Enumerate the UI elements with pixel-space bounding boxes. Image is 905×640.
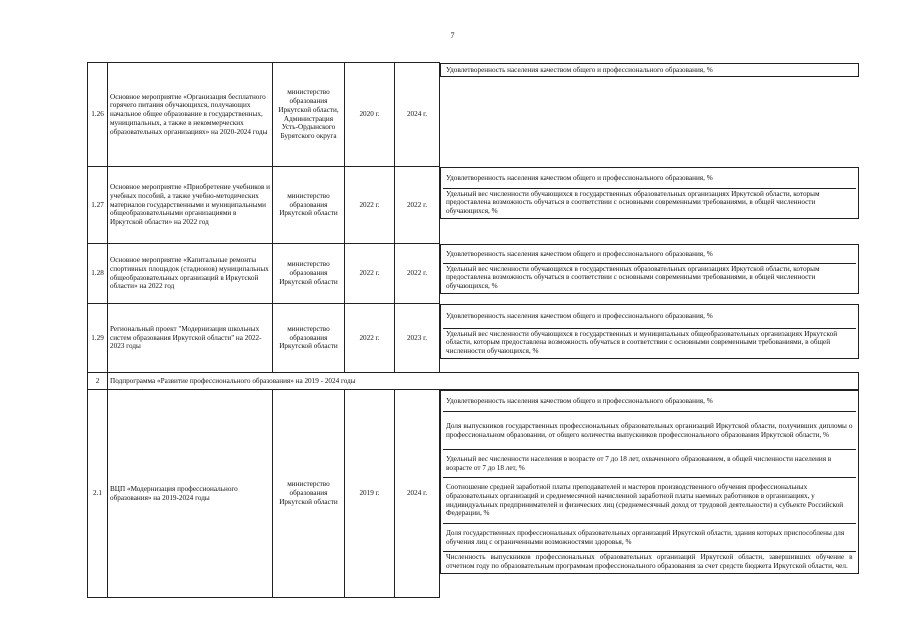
- table-row: [88, 167, 859, 244]
- indicator: Удельный вес численности обучающихся в государственных и муниципальных общеобразовательных организациях Иркутской области, которым предоставлена возможность обучаться в соответствии с основными современными требованиями, в общей численности обучающихся, %: [443, 328, 856, 357]
- indicators-cell: [440, 304, 859, 359]
- start-year: 2022 г.: [345, 244, 395, 304]
- row-number: 1.26: [88, 63, 108, 167]
- indicator: Удовлетворенность населения качеством общего и профессионального образования, %: [446, 397, 713, 406]
- indicator: Соотношение средней заработной платы преподавателей и мастеров производственного обучения профессиональных образовательных организаций и среднемесячной начисленной заработной платы наемных работников в организациях, у индивидуальных предпринимателей и физических лиц (среднемесячный доход от трудовой деятельности) в субъекте Российской Федерации, %: [443, 477, 856, 523]
- table-row: [88, 390, 859, 598]
- table-row: [88, 304, 859, 373]
- table-row: [88, 63, 859, 167]
- indicator: Удовлетворенность населения качеством общего и профессионального образования, %: [446, 65, 713, 74]
- indicator: Удельный вес численности обучающихся в государственных образовательных организациях Иркутской области, которым предоставлена возможность обучаться в соответствии с основными современными требованиями, в общей численности обучающихся, %: [443, 263, 856, 292]
- indicators-cell: [440, 63, 859, 78]
- table-row: [88, 244, 859, 304]
- end-year: 2024 г.: [395, 63, 440, 167]
- row-number: 2.1: [88, 390, 108, 598]
- row-number: 1.29: [88, 304, 108, 373]
- start-year: 2020 г.: [345, 63, 395, 167]
- subprogram-row: [88, 373, 859, 390]
- activity-name: Региональный проект "Модернизация школьных систем образования Иркутской области" на 2022-2023 годы: [108, 304, 273, 373]
- start-year: 2022 г.: [345, 167, 395, 244]
- indicators-cell: [440, 390, 859, 574]
- activity-name: Основное мероприятие «Приобретение учебников и учебных пособий, а также учебно-методических материалов государственными и муниципальными общеобразовательными организациями в Иркутской области» на 2022 год: [108, 167, 273, 244]
- executor: министерство образования Иркутской области: [273, 390, 345, 598]
- indicator: Удельный вес численности обучающихся в государственных образовательных организациях Иркутской области, которым предоставлена возможность обучаться в соответствии с основными современными требованиями, в общей численности обучающихся, %: [443, 188, 856, 217]
- indicator: Численность выпускников профессиональных образовательных организаций Иркутской области, завершивших обучение в отчетном году по образовательным программам профессионального образования за счет средств бюджета Иркутской области, чел.: [443, 551, 856, 572]
- executor: министерство образования Иркутской области: [273, 244, 345, 304]
- end-year: 2022 г.: [395, 244, 440, 304]
- indicator: Доля выпускников государственных профессиональных образовательных организаций Иркутской области, получивших дипломы о профессиональном образовании, от общего количества выпускников профессионального образования Иркутской области, %: [443, 411, 856, 449]
- subprogram-number: 2: [88, 373, 108, 390]
- program-table: [87, 62, 859, 598]
- activity-name: ВЦП «Модернизация профессионального образования» на 2019-2024 годы: [108, 390, 273, 598]
- indicators-cell: [440, 244, 859, 294]
- end-year: 2023 г.: [395, 304, 440, 373]
- indicator: Удельный вес численности населения в возрасте от 7 до 18 лет, охваченного образованием, в общей численности населения в возрасте от 7 до 18 лет, %: [443, 449, 856, 477]
- start-year: 2019 г.: [345, 390, 395, 598]
- row-number: 1.28: [88, 244, 108, 304]
- indicator: Доля государственных профессиональных образовательных организаций Иркутской области, здания которых приспособлены для обучения лиц с ограниченными возможностями здоровья, %: [443, 523, 856, 551]
- indicator: Удовлетворенность населения качеством общего и профессионального образования, %: [446, 173, 713, 182]
- indicator: Удовлетворенность населения качеством общего и профессионального образования, %: [446, 249, 713, 258]
- page-number: 7: [450, 31, 455, 40]
- indicator: Удовлетворенность населения качеством общего и профессионального образования, %: [446, 312, 713, 321]
- end-year: 2022 г.: [395, 167, 440, 244]
- indicators-cell: [440, 167, 859, 219]
- subprogram-title: Подпрограмма «Развитие профессионального образования» на 2019 - 2024 годы: [108, 373, 859, 390]
- start-year: 2022 г.: [345, 304, 395, 373]
- activity-name: Основное мероприятие «Капитальные ремонты спортивных площадок (стадионов) муниципальных общеобразовательных организаций в Иркутской области» на 2022 год: [108, 244, 273, 304]
- row-number: 1.27: [88, 167, 108, 244]
- executor: министерство образования Иркутской области: [273, 304, 345, 373]
- activity-name: Основное мероприятие «Организация бесплатного горячего питания обучающихся, получающих начальное общее образование в государственных, муниципальных, а также в некоммерческих образовательных организациях» на 2020-2024 годы: [108, 63, 273, 167]
- executor: министерство образования Иркутской области: [273, 167, 345, 244]
- end-year: 2024 г.: [395, 390, 440, 598]
- executor: министерство образования Иркутской области, Администрация Усть-Ордынского Бурятского округа: [273, 63, 345, 167]
